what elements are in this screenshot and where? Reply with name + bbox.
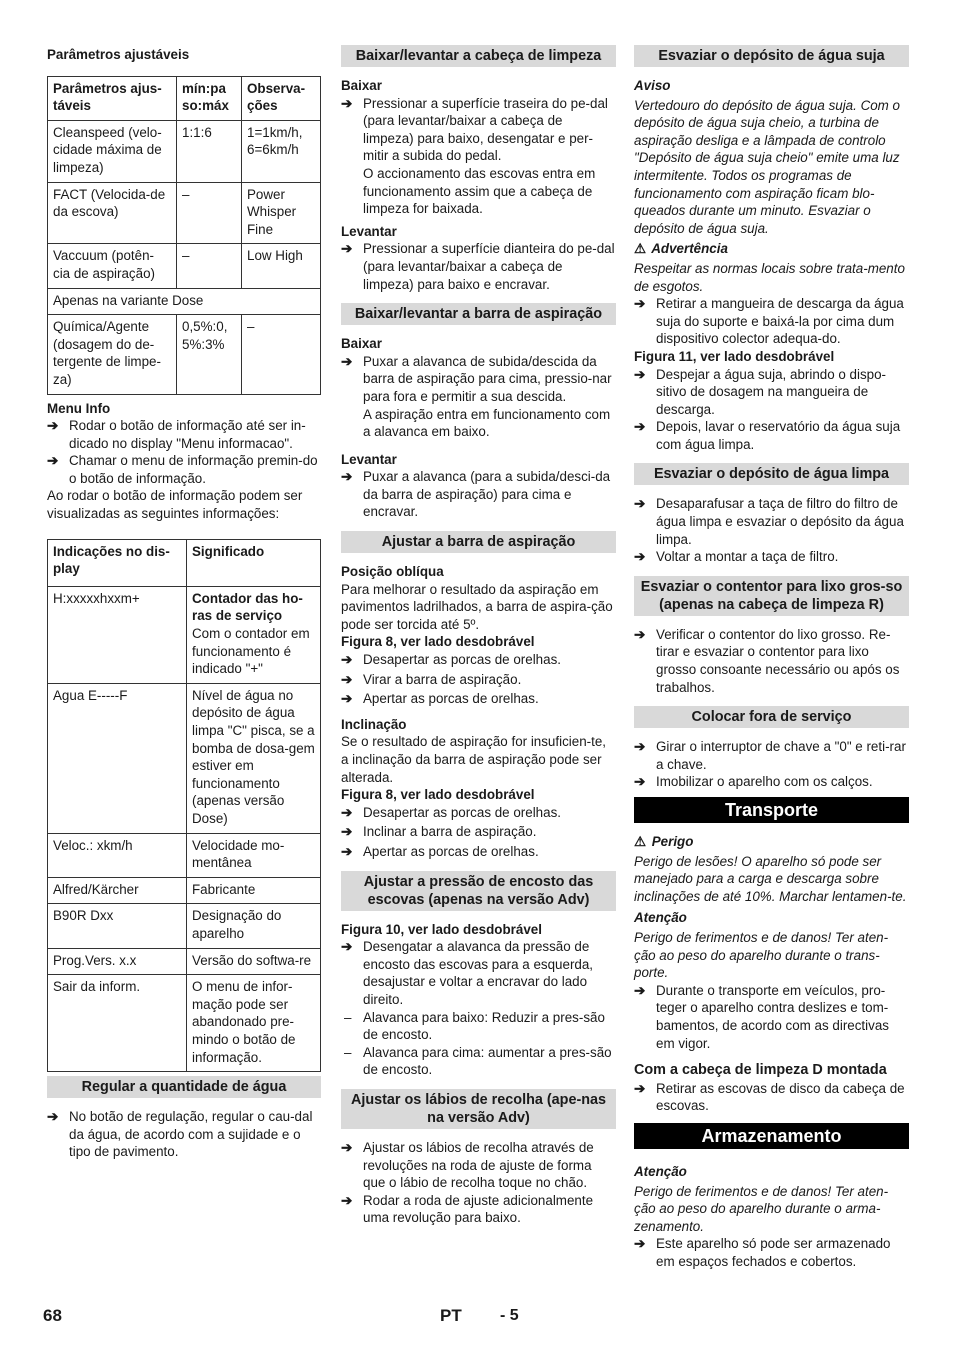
column-left: [47, 44, 321, 1161]
table-cell: –: [177, 244, 242, 288]
arrow-icon: ➔: [341, 691, 353, 707]
table-cell: 1:1:6: [177, 120, 242, 182]
list-item: ➔ Puxar a alavanca (para a subida/desci-da da barra de aspiração) para cima e encravar.: [341, 469, 611, 520]
section-heading: Esvaziar o depósito de água limpa: [634, 463, 909, 485]
subheading: Levantar: [341, 223, 397, 239]
list-item: ➔ Verificar o contentor do lixo grosso. Re-tirar e esvaziar o contentor para lixo grosso consoante necessário ou após os trabalhos.: [634, 626, 900, 695]
table-cell: Veloc.: xkm/h: [48, 833, 187, 877]
table-row: [48, 683, 321, 833]
arrow-icon: ➔: [341, 843, 353, 859]
arrow-icon: ➔: [341, 824, 353, 840]
table-row: [48, 244, 321, 288]
list-item: – Alavanca para baixo: Reduzir a pres-são de encosto.: [344, 1009, 605, 1043]
table-row: [48, 315, 321, 394]
table-header-row: [48, 539, 321, 586]
arrow-icon: ➔: [634, 774, 646, 790]
arrow-icon: ➔: [341, 671, 353, 687]
note: O accionamento das escovas entra em funcionamento assim que a cabeça de limpeza for baixada.: [363, 165, 596, 217]
table-cell: O menu de infor-mação pode ser abandonado pre-mindo o botão de informação.: [187, 975, 321, 1072]
arrow-icon: ➔: [341, 804, 353, 820]
arrow-icon: ➔: [634, 496, 646, 512]
section-heading: Baixar/levantar a cabeça de limpeza: [341, 45, 616, 67]
warning-label: ⚠ Advertência: [634, 241, 728, 257]
list-item: ➔ No botão de regulação, regular o cau-dal da água, de acordo com a sujidade e o tipo de pavimento.: [47, 1109, 313, 1160]
list-item: ➔ Inclinar a barra de aspiração.: [341, 824, 537, 840]
section-heading: Esvaziar o depósito de água suja: [634, 45, 909, 67]
table-cell: Prog.Vers. x.x: [48, 948, 187, 975]
list-item: ➔ Retirar a mangueira de descarga da água suja do suporte e baixá-la por cima dum dispositivo colector adequa-do.: [634, 296, 904, 347]
list-item: ➔ Voltar a montar a taça de filtro.: [634, 549, 839, 565]
list-item: ➔ Desengatar a alavanca da pressão de encosto das escovas para a esquerda, desajustar e voltar a encravar do lado direito.: [341, 939, 594, 1007]
note: A aspiração entra em funcionamento com a alavanca em baixo.: [363, 406, 611, 440]
arrow-icon: ➔: [634, 366, 646, 382]
subheading: Menu Info: [47, 400, 111, 416]
arrow-icon: ➔: [47, 418, 59, 434]
arrow-icon: ➔: [634, 296, 646, 312]
sub-page-number: - 5: [500, 1307, 519, 1324]
notice-label: Aviso: [634, 78, 671, 93]
warning-icon: ⚠: [634, 241, 647, 257]
table-cell: –: [177, 182, 242, 244]
subheading: Baixar: [341, 78, 382, 93]
table-row: [48, 877, 321, 904]
chapter-heading: Transporte: [634, 797, 909, 823]
table-cell: Alfred/Kärcher: [48, 877, 187, 904]
arrow-icon: ➔: [341, 241, 353, 257]
subheading: Baixar: [341, 336, 382, 352]
arrow-icon: ➔: [634, 1080, 646, 1096]
table-header: Observa-ções: [242, 76, 321, 120]
arrow-icon: ➔: [634, 982, 646, 998]
list-item: ➔ Rodar o botão de informação até ser in-dicado no display "Menu informacao".: [47, 418, 306, 451]
list-item: ➔ Ajustar os lábios de recolha através de revoluções na roda de ajuste de forma que o lábio de recolha toque no chão.: [341, 1139, 594, 1191]
table-cell: Velocidade mo-mentânea: [187, 833, 321, 877]
section-heading: Baixar/levantar a barra de aspiração: [341, 303, 616, 325]
section-heading: Ajustar os lábios de recolha (ape-nas na versão Adv): [341, 1089, 616, 1129]
table-cell: 0,5%:0, 5%:3%: [177, 315, 242, 394]
paragraph: Ao rodar o botão de informação podem ser visualizadas as seguintes informações:: [47, 488, 303, 522]
arrow-icon: ➔: [634, 739, 646, 755]
table-header: Significado: [187, 539, 321, 586]
table-header: Parâmetros ajus-táveis: [48, 76, 177, 120]
arrow-icon: ➔: [634, 419, 646, 435]
arrow-icon: ➔: [341, 1139, 353, 1155]
section-heading: Esvaziar o contentor para lixo gros-so (apenas na cabeça de limpeza R): [634, 576, 909, 616]
caution-text: Perigo de ferimentos e de danos! Ter aten-ção ao peso do aparelho durante o trans-porte.: [634, 929, 889, 981]
caution-label: Atenção: [634, 910, 687, 926]
language-code: PT: [440, 1306, 462, 1325]
list-item: ➔ Despejar a água suja, abrindo o dispo-sitivo de dosagem na mangueira de descarga.: [634, 366, 887, 417]
list-item: ➔ Rodar a roda de ajuste adicionalmente uma revolução para baixo.: [341, 1192, 594, 1226]
section-heading: Parâmetros ajustáveis: [47, 47, 190, 62]
arrow-icon: ➔: [341, 652, 353, 668]
arrow-icon: ➔: [47, 1109, 59, 1125]
list-item: – Alavanca para cima: aumentar a pres-são de encosto.: [344, 1044, 612, 1078]
table-header-row: [48, 76, 321, 120]
subheading: Inclinação: [341, 716, 407, 732]
table-cell: Low High: [242, 244, 321, 288]
subheading: Levantar: [341, 451, 397, 467]
list-item: ➔ Pressionar a superfície dianteira do pe-dal (para levantar/baixar a cabeça de limpeza) para baixo e encravar.: [341, 241, 615, 292]
list-item: ➔ Apertar as porcas de orelhas.: [341, 843, 539, 859]
table-cell: B90R Dxx: [48, 904, 187, 948]
list-item: ➔ Puxar a alavanca de subida/descida da barra de aspiração para cima, pressio-nar para fora e permitir a sua descida.: [341, 353, 612, 404]
list-item: ➔ Retirar as escovas de disco da cabeça de escovas.: [634, 1080, 905, 1114]
list-item: ➔ Imobilizar o aparelho com os calços.: [634, 774, 873, 790]
list-item: ➔ Girar o interruptor de chave a "0" e reti-rar a chave.: [634, 739, 906, 772]
list-item: ➔ Chamar o menu de informação premin-do o botão de informação.: [47, 453, 318, 486]
table-cell: H:xxxxxhxxm+: [48, 586, 187, 683]
table-cell: FACT (Velocida-de da escova): [48, 182, 177, 244]
table-cell: –: [242, 315, 321, 394]
danger-text: Perigo de lesões! O aparelho só pode ser manejado para a carga e descarga sobre inclinações de até 10%. Marchar lentamen-te.: [634, 853, 907, 904]
table-row: [48, 288, 321, 315]
table-header: Indicações no dis-play: [48, 539, 187, 586]
list-item: ➔ Desapertar as porcas de orelhas.: [341, 652, 561, 668]
arrow-icon: ➔: [634, 1236, 646, 1252]
figure-reference: Figura 8, ver lado desdobrável: [341, 634, 535, 650]
list-item: ➔ Durante o transporte em veículos, pro-teger o aparelho contra deslizes e tom-bamentos, de acordo com as directivas em vigor.: [634, 982, 889, 1051]
column-right: [634, 44, 909, 1270]
table-row: [48, 120, 321, 182]
subheading: Com a cabeça de limpeza D montada: [634, 1062, 887, 1079]
page-number: 68: [43, 1306, 62, 1325]
table-cell: Agua E-----F: [48, 683, 187, 833]
warning-icon: ⚠: [634, 834, 647, 849]
paragraph: Se o resultado de aspiração for insuficien-te, a inclinação da barra de aspiração pode ser alterada.: [341, 734, 606, 785]
caution-text: Perigo de ferimentos e de danos! Ter aten-ção ao peso do aparelho durante o arma-zenamento.: [634, 1183, 889, 1234]
table-cell: Power Whisper Fine: [242, 182, 321, 244]
table-row: [48, 833, 321, 877]
list-item: ➔ Depois, lavar o reservatório da água suja com água limpa.: [634, 419, 901, 452]
section-heading: Ajustar a pressão de encosto das escovas (apenas na versão Adv): [341, 871, 616, 911]
table-cell: Nível de água no depósito de água limpa "C" pisca, se a bomba de dosa-gem estiver em funcionamento (apenas versão Dose): [187, 683, 321, 833]
caution-label: Atenção: [634, 1163, 687, 1179]
table-cell: Contador das ho-ras de serviço Com o contador em funcionamento é indicado "+": [187, 586, 321, 683]
table-span-cell: Apenas na variante Dose: [48, 288, 321, 315]
paragraph: Para melhorar o resultado da aspiração em pavimentos ladrilhados, a barra de aspira-ção pode ser torcida até 5º.: [341, 581, 613, 632]
list-item: ➔ Desapertar as porcas de orelhas.: [341, 804, 561, 820]
section-heading: Colocar fora de serviço: [634, 706, 909, 728]
table-row: [48, 975, 321, 1072]
section-heading: Regular a quantidade de água: [47, 1076, 321, 1098]
table-row: [48, 904, 321, 948]
table-cell: Cleanspeed (velo-cidade máxima de limpeza): [48, 120, 177, 182]
table-cell: Sair da inform.: [48, 975, 187, 1072]
danger-label: ⚠ Perigo: [634, 834, 694, 849]
arrow-icon: ➔: [634, 549, 646, 565]
arrow-icon: ➔: [341, 1192, 353, 1208]
column-middle: [341, 44, 616, 1227]
table-row: [48, 948, 321, 975]
table-cell: Fabricante: [187, 877, 321, 904]
arrow-icon: ➔: [341, 469, 353, 485]
chapter-heading: Armazenamento: [634, 1123, 909, 1149]
section-heading: Ajustar a barra de aspiração: [341, 531, 616, 553]
parameters-table: [47, 76, 321, 395]
table-header: mín:pa so:máx: [177, 76, 242, 120]
arrow-icon: ➔: [634, 626, 646, 642]
table-row: [48, 586, 321, 683]
list-item: ➔ Desaparafusar a taça de filtro do filtro de água limpa e esvaziar o depósito da água limpa.: [634, 496, 904, 547]
figure-reference: Figura 11, ver lado desdobrável: [634, 348, 835, 364]
notice-text: Vertedouro do depósito de água suja. Com o depósito de água suja cheio, a turbina de aspiração desliga e a lâmpada de controlo "Depósito de água suja cheio" emite uma luz intermitente. Todos os programas de funcionamento com aspiração ficam blo-queados durante um minuto. Esvaziar o depósito de água suja.: [634, 97, 901, 236]
list-item: ➔ Este aparelho só pode ser armazenado em espaços fechados e cobertos.: [634, 1236, 891, 1269]
list-item: ➔ Apertar as porcas de orelhas.: [341, 691, 539, 707]
arrow-icon: ➔: [341, 95, 353, 111]
figure-reference: Figura 10, ver lado desdobrável: [341, 921, 542, 937]
subheading: Posição oblíqua: [341, 564, 444, 580]
info-table: [47, 539, 321, 1072]
table-cell: Vaccuum (potên-cia de aspiração): [48, 244, 177, 288]
table-row: [48, 182, 321, 244]
table-cell: Versão do softwa-re: [187, 948, 321, 975]
table-cell: Designação do aparelho: [187, 904, 321, 948]
list-item: ➔ Virar a barra de aspiração.: [341, 671, 522, 687]
figure-reference: Figura 8, ver lado desdobrável: [341, 787, 535, 803]
arrow-icon: ➔: [47, 453, 59, 469]
table-cell: 1=1km/h, 6=6km/h: [242, 120, 321, 182]
warning-text: Respeitar as normas locais sobre trata-mento de esgotos.: [634, 260, 905, 294]
list-item: ➔ Pressionar a superfície traseira do pe-dal (para levantar/baixar a cabeça de limpeza) para baixo, desengatar e per-mitir a subida do pedal.: [341, 95, 608, 164]
arrow-icon: ➔: [341, 939, 353, 955]
table-cell: Química/Agente (dosagem do de-tergente de limpe-za): [48, 315, 177, 394]
arrow-icon: ➔: [341, 353, 353, 369]
